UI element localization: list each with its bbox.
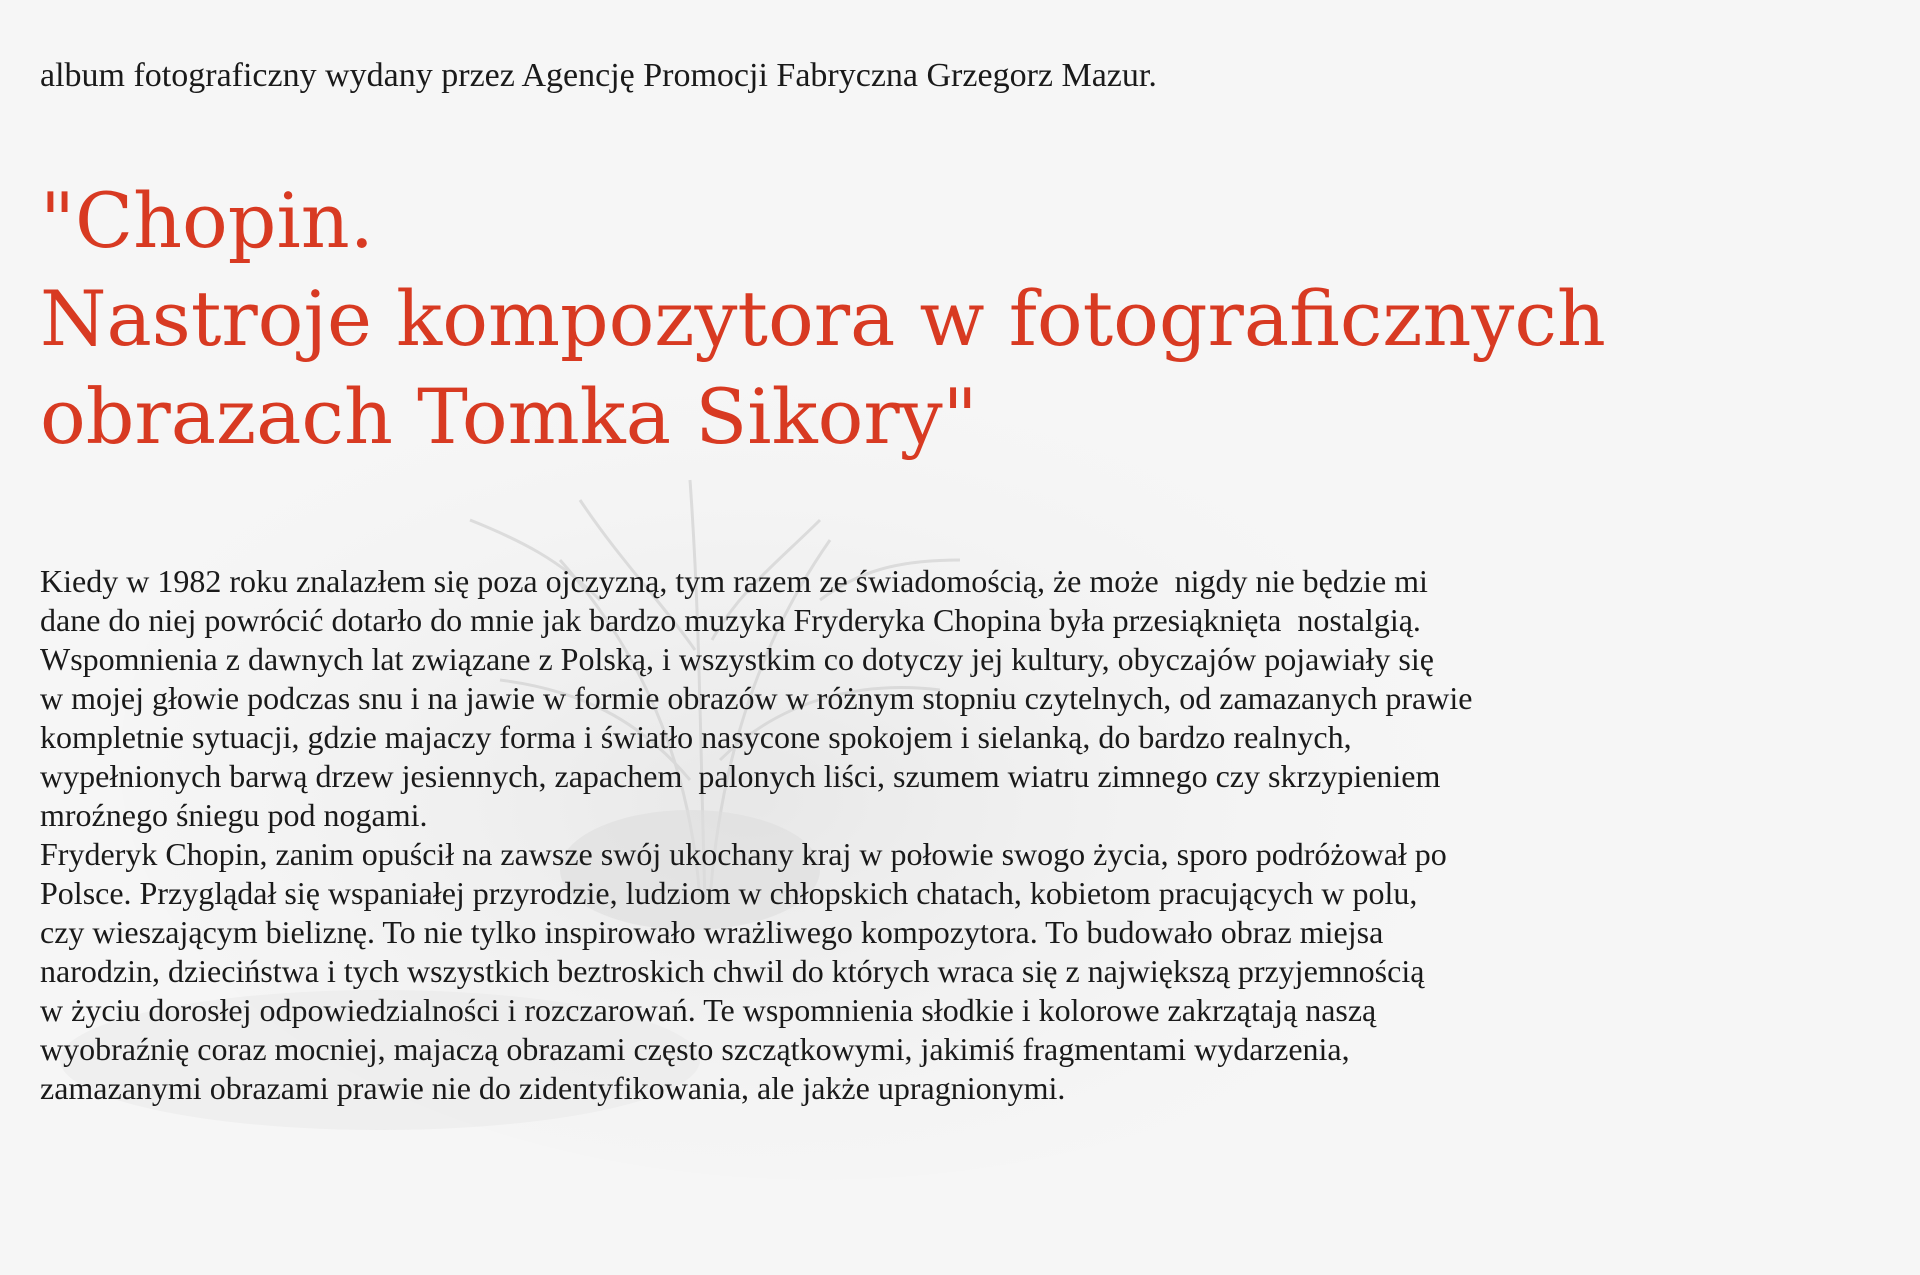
body-line: wyobraźnię coraz mocniej, majaczą obrazami często szczątkowymi, jakimiś fragmentami wydarzenia, — [40, 1031, 1350, 1067]
body-line: wypełnionych barwą drzew jesiennych, zapachem palonych liści, szumem wiatru zimnego czy skrzypieniem — [40, 758, 1441, 794]
body-line: kompletnie sytuacji, gdzie majaczy forma i światło nasycone spokojem i sielanką, do bardzo realnych, — [40, 719, 1352, 755]
body-line: Wspomnienia z dawnych lat związane z Polską, i wszystkim co dotyczy jej kultury, obyczajów pojawiały się — [40, 641, 1434, 677]
body-line: narodzin, dzieciństwa i tych wszystkich beztroskich chwil do których wraca się z największą przyjemnością — [40, 953, 1425, 989]
body-line: dane do niej powrócić dotarło do mnie jak bardzo muzyka Fryderyka Chopina była przesiąknięta nostalgią. — [40, 602, 1421, 638]
body-line: Polsce. Przyglądał się wspaniałej przyrodzie, ludziom w chłopskich chatach, kobietom pracujących w polu, — [40, 875, 1418, 911]
page-title — [40, 172, 1606, 466]
title-line: obrazach Tomka Sikory" — [40, 372, 978, 461]
title-line: "Chopin. — [40, 176, 374, 265]
intro-line: album fotograficzny wydany przez Agencję Promocji Fabryczna Grzegorz Mazur. — [40, 57, 1157, 94]
body-line: Fryderyk Chopin, zanim opuścił na zawsze swój ukochany kraj w połowie swogo życia, sporo podróżował po — [40, 836, 1447, 872]
body-line: czy wieszającym bieliznę. To nie tylko inspirowało wrażliwego kompozytora. To budowało obraz miejsa — [40, 914, 1384, 950]
body-text — [40, 562, 1472, 1108]
body-line: Kiedy w 1982 roku znalazłem się poza ojczyzną, tym razem ze świadomością, że może nigdy nie będzie mi — [40, 563, 1428, 599]
body-line: w życiu dorosłej odpowiedzialności i rozczarowań. Te wspomnienia słodkie i kolorowe zakrzątają naszą — [40, 992, 1377, 1028]
body-line: mroźnego śniegu pod nogami. — [40, 797, 428, 833]
body-line: zamazanymi obrazami prawie nie do zidentyfikowania, ale jakże upragnionymi. — [40, 1070, 1066, 1106]
title-line: Nastroje kompozytora w fotograficznych — [40, 274, 1606, 363]
body-line: w mojej głowie podczas snu i na jawie w formie obrazów w różnym stopniu czytelnych, od zamazanych prawie — [40, 680, 1473, 716]
